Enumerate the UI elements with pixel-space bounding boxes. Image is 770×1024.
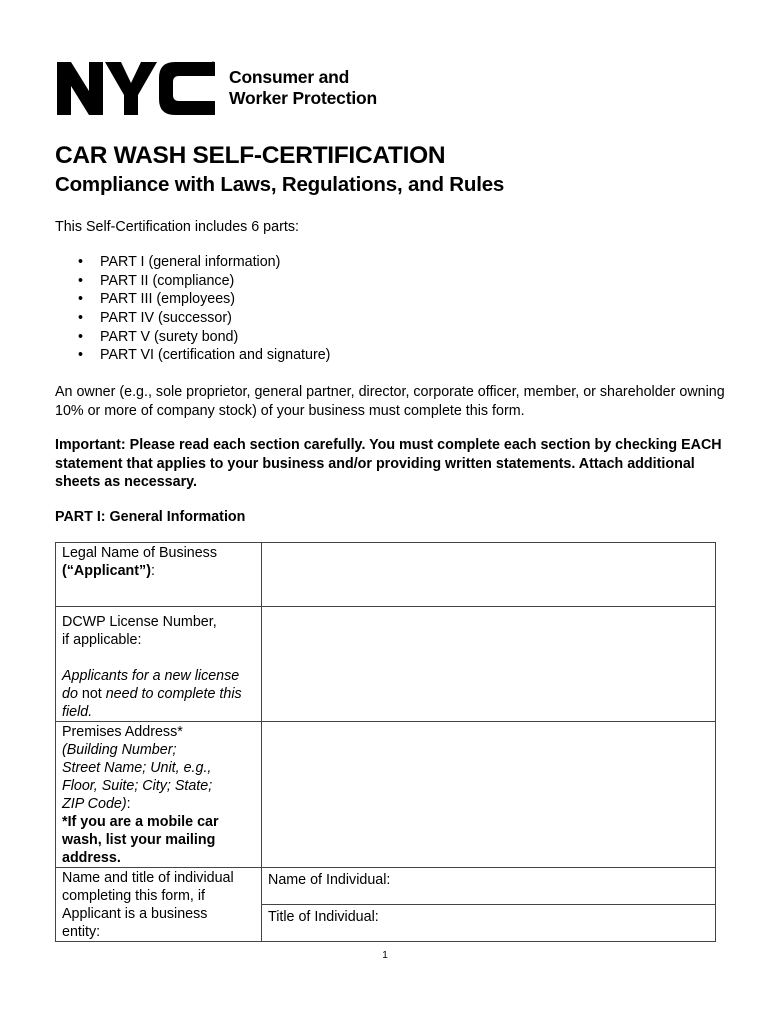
legal-name-field[interactable]: [262, 543, 716, 607]
part1-heading: PART I: General Information: [55, 509, 246, 525]
individual-name-field[interactable]: [262, 868, 716, 905]
owner-note: An owner (e.g., sole proprietor, general partner, director, corporate officer, member, or shareholder owning 10% or more of company stock) of your business must complete this form.: [55, 384, 725, 419]
general-information-table: [55, 542, 716, 942]
legal-name-label: Legal Name of Business (“Applicant”):: [56, 543, 262, 607]
list-item: • PART VI (certification and signature): [78, 347, 331, 364]
list-item: • PART V (surety bond): [78, 328, 239, 345]
important-notice: Important: Please read each section carefully. You must complete each section by checking EACH statement that applies to your business and/or providing written statements. Attach additional sheets as necessary.: [55, 437, 722, 490]
premises-address-field[interactable]: [262, 722, 716, 868]
table-row: [56, 543, 716, 607]
intro-text: This Self-Certification includes 6 parts:: [55, 219, 299, 235]
parts-list: [55, 253, 330, 365]
list-item: • PART II (compliance): [78, 272, 235, 289]
license-number-field[interactable]: [262, 607, 716, 722]
list-item: • PART IV (successor): [78, 310, 232, 327]
list-item: • PART I (general information): [78, 254, 281, 270]
list-item: • PART III (employees): [78, 291, 236, 308]
license-number-label: DCWP License Number, if applicable: Applicants for a new license do not need to complete this field.: [56, 607, 262, 722]
individual-title-label: Title of Individual:: [268, 909, 379, 925]
page-subtitle: Compliance with Laws, Regulations, and Rules: [55, 173, 505, 196]
individual-title-field[interactable]: [262, 905, 716, 942]
individual-name-label: Name of Individual:: [268, 872, 391, 888]
table-row: [56, 722, 716, 868]
page-title: CAR WASH SELF-CERTIFICATION: [55, 142, 446, 169]
agency-name: Consumer and Worker Protection: [229, 67, 377, 108]
page-number: 1: [382, 950, 388, 961]
table-row: [56, 607, 716, 722]
nyc-logo-mark: [55, 59, 217, 117]
table-row: [56, 868, 716, 905]
premises-address-label: Premises Address* (Building Number; Street Name; Unit, e.g., Floor, Suite; City; State; ZIP Code): *If you are a mobile car wash, list your mailing address.: [56, 722, 262, 868]
individual-label: Name and title of individual completing this form, if Applicant is a business entity:: [56, 868, 262, 942]
dcwp-logo: [55, 58, 377, 118]
